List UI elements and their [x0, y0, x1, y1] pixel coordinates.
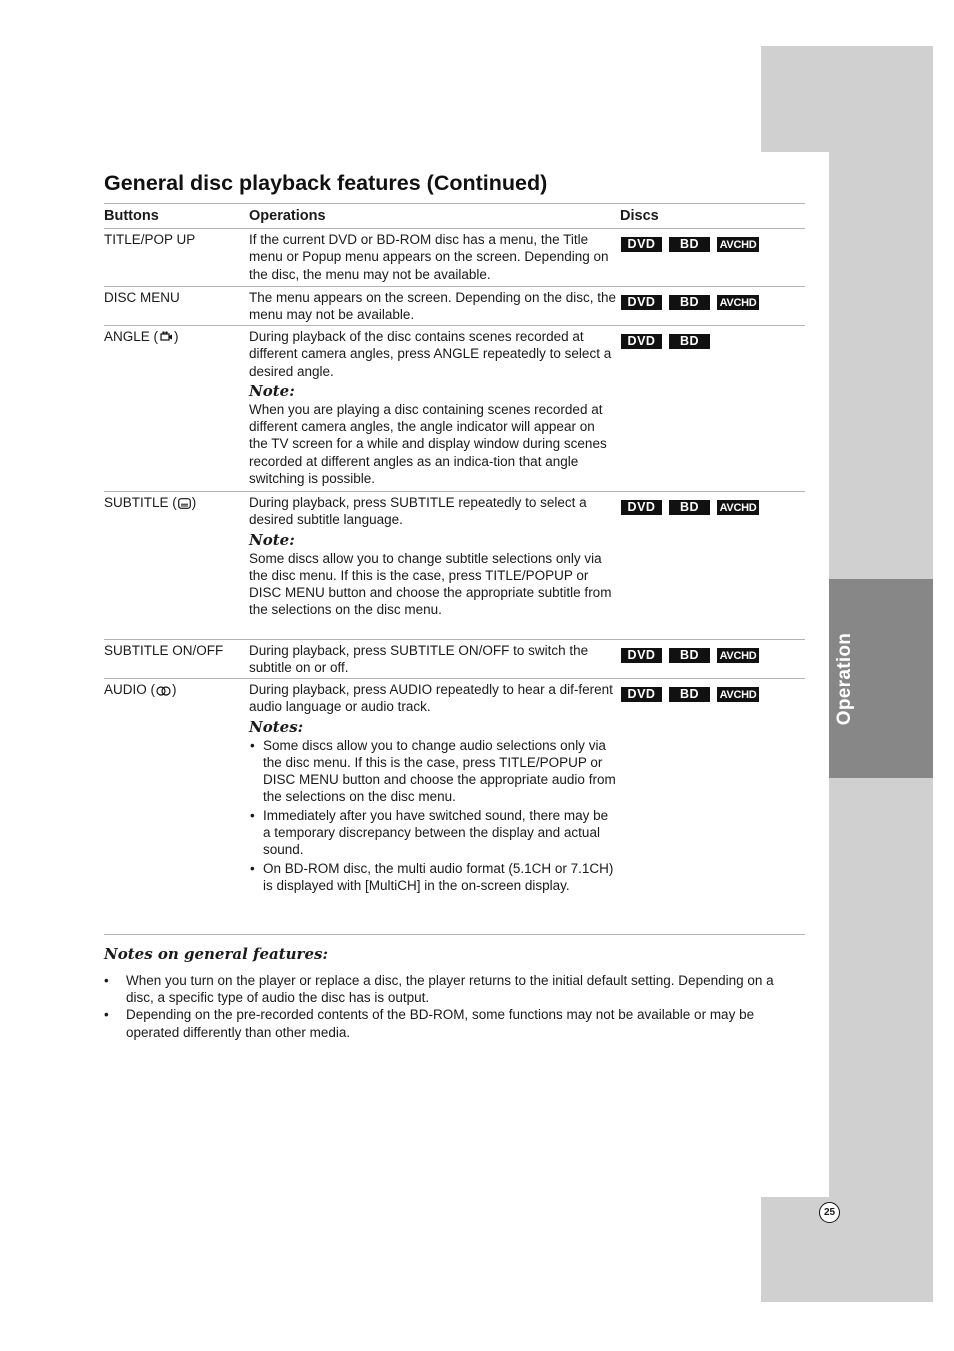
- dvd-badge: DVD: [621, 295, 662, 310]
- table-header: [104, 204, 805, 229]
- note-heading: Notes:: [249, 717, 304, 736]
- audio-icon: [156, 683, 171, 700]
- disc-badges: [620, 494, 805, 638]
- page-number: 25: [819, 1202, 840, 1223]
- disc-badges: [620, 642, 805, 677]
- operation-text: During playback, press SUBTITLE ON/OFF to switch the subtitle on or off.: [249, 643, 589, 676]
- disc-badges: [620, 289, 805, 324]
- notes-list: [249, 737, 616, 895]
- note-text: Some discs allow you to change subtitle selections only via the disc menu. If this is the case, press TITLE/POPUP or DISC MENU button and choose the appropriate subtitle from the selections on the disc menu.: [249, 550, 612, 618]
- operation-text: During playback, press SUBTITLE repeatedly to select a desired subtitle language.: [249, 495, 587, 528]
- disc-badges: [620, 231, 805, 285]
- note-text: When you are playing a disc containing scenes recorded at different camera angles, the angle indicator will appear on the TV screen for a while and display window during scenes recorded at different angles as an indica-tion that angle switching is possible.: [249, 401, 607, 487]
- avchd-badge: AVCHD: [717, 295, 759, 310]
- button-name: DISC MENU: [104, 290, 180, 305]
- avchd-badge: AVCHD: [717, 687, 759, 702]
- section-tab-label: Operation: [834, 632, 855, 725]
- table-row: [104, 492, 805, 640]
- angle-icon: [159, 330, 173, 347]
- bd-badge: BD: [669, 648, 710, 663]
- bd-badge: BD: [669, 500, 710, 515]
- button-name: ANGLE ( ): [104, 328, 249, 490]
- table-row: [104, 326, 805, 492]
- operation-text: The menu appears on the screen. Depending on the disc, the menu may not be available.: [249, 290, 616, 323]
- bd-badge: BD: [669, 334, 710, 349]
- list-item: • Some discs allow you to change audio selections only via the disc menu. If this is the case, press TITLE/POPUP or DISC MENU button and choose the appropriate audio from the selections on the disc menu.: [249, 737, 616, 806]
- list-item: • On BD-ROM disc, the multi audio format (5.1CH or 7.1CH) is displayed with [MultiCH] in the on-screen display.: [249, 860, 616, 895]
- header-discs: Discs: [620, 208, 659, 224]
- header-operations: Operations: [249, 208, 326, 224]
- operation-text: During playback, press AUDIO repeatedly to hear a dif-ferent audio language or audio track.: [249, 682, 613, 715]
- button-name: SUBTITLE ( ): [104, 494, 249, 638]
- operation-text: If the current DVD or BD-ROM disc has a menu, the Title menu or Popup menu appears on the screen. Depending on the disc, the menu may not be available.: [249, 232, 609, 282]
- dvd-badge: DVD: [621, 237, 662, 252]
- button-name: TITLE/POP UP: [104, 232, 196, 247]
- disc-badges: [620, 328, 805, 490]
- features-table: [104, 203, 805, 935]
- note-heading: Note:: [249, 530, 295, 549]
- bd-badge: BD: [669, 295, 710, 310]
- header-buttons: Buttons: [104, 208, 159, 224]
- subtitle-icon: [178, 496, 191, 513]
- dvd-badge: DVD: [621, 500, 662, 515]
- dvd-badge: DVD: [621, 687, 662, 702]
- bd-badge: BD: [669, 687, 710, 702]
- table-row: [104, 679, 805, 935]
- list-item: • Depending on the pre-recorded contents of the BD-ROM, some functions may not be available or may be operated differently than other media.: [104, 1006, 805, 1040]
- avchd-badge: AVCHD: [717, 648, 759, 663]
- dvd-badge: DVD: [621, 334, 662, 349]
- table-row: [104, 229, 805, 287]
- disc-badges: [620, 681, 805, 933]
- table-row: [104, 287, 805, 326]
- avchd-badge: AVCHD: [717, 500, 759, 515]
- note-heading: Note:: [249, 381, 295, 400]
- general-notes-list: [104, 972, 805, 1041]
- button-name: AUDIO ( ): [104, 681, 249, 933]
- list-item: • Immediately after you have switched sound, there may be a temporary discrepancy between the display and actual sound.: [249, 807, 616, 859]
- page-title: General disc playback features (Continued): [104, 171, 548, 195]
- button-name: SUBTITLE ON/OFF: [104, 643, 224, 658]
- bd-badge: BD: [669, 237, 710, 252]
- general-notes-heading: Notes on general features:: [104, 945, 328, 963]
- table-row: [104, 640, 805, 679]
- dvd-badge: DVD: [621, 648, 662, 663]
- operation-text: During playback of the disc contains scenes recorded at different camera angles, press ANGLE repeatedly to select a desired angle.: [249, 329, 612, 379]
- list-item: • When you turn on the player or replace a disc, the player returns to the initial default setting. Depending on a disc, a specific type of audio the disc has is output.: [104, 972, 805, 1006]
- avchd-badge: AVCHD: [717, 237, 759, 252]
